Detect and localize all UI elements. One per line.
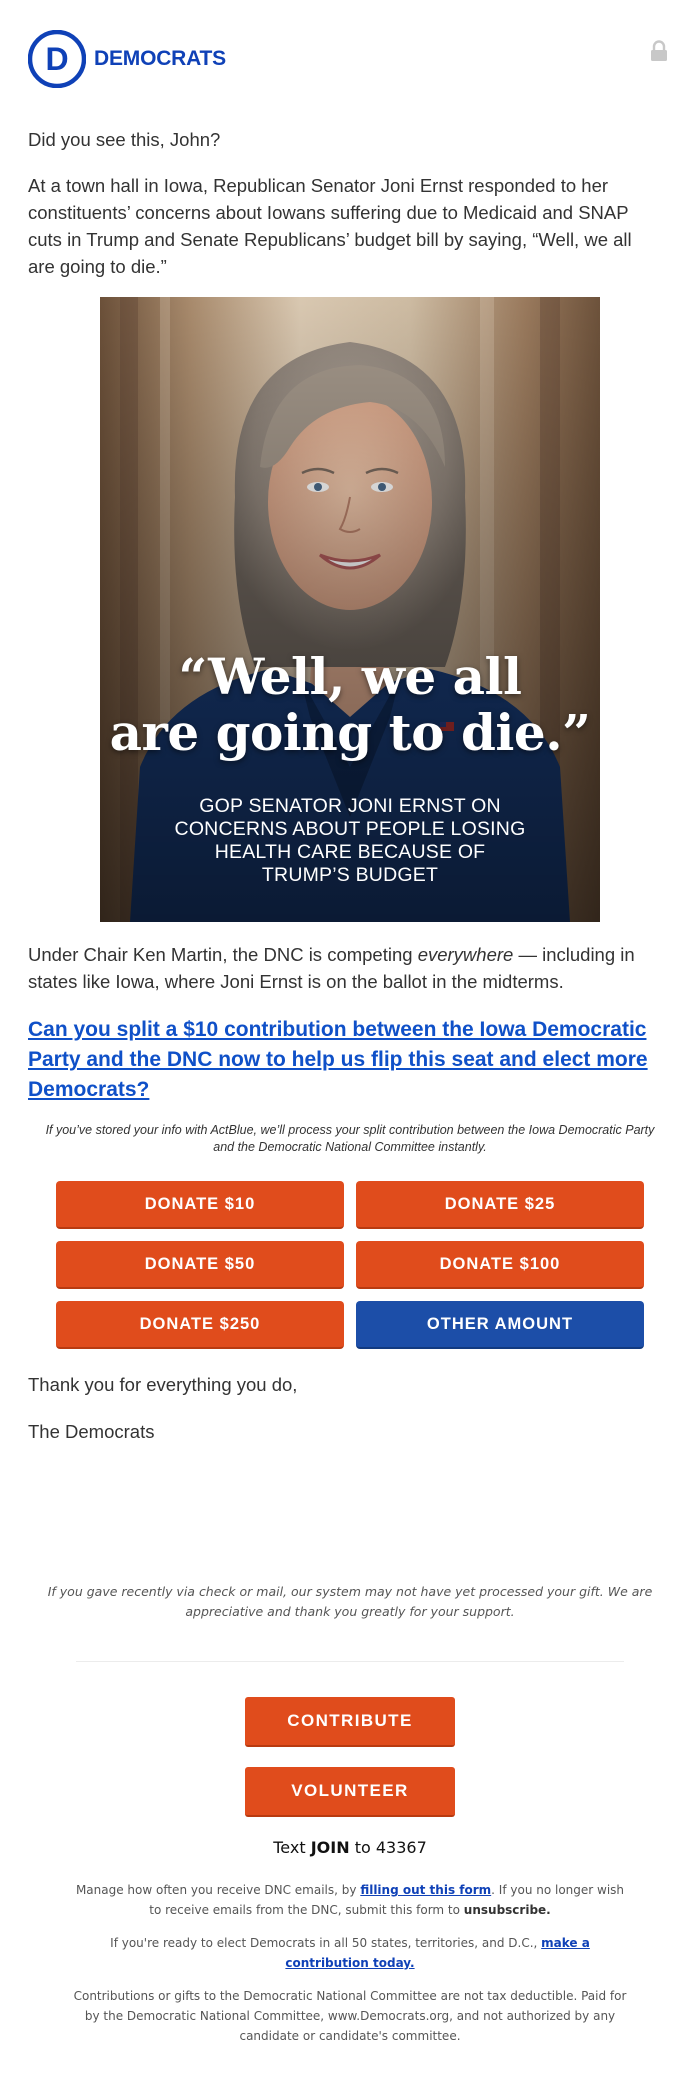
hero-quote-line-1: “Well, we all bbox=[178, 647, 522, 706]
text-prefix: Text bbox=[273, 1838, 311, 1857]
hero-caption bbox=[140, 795, 560, 887]
hero-quote-line-2: are going to die.” bbox=[109, 703, 591, 762]
make-contribution-link[interactable]: make a contribution today. bbox=[285, 1936, 590, 1970]
hero-caption-line-4: TRUMP’S BUDGET bbox=[261, 864, 439, 886]
text-join-line bbox=[0, 1838, 700, 1857]
dnc-logo-mark-icon bbox=[28, 30, 86, 88]
greeting-text: Did you see this, John? bbox=[28, 129, 221, 150]
unsubscribe-link[interactable]: unsubscribe. bbox=[463, 1903, 551, 1917]
text-suffix: to 43367 bbox=[349, 1838, 427, 1857]
manage-middle: . If you no longer wish to receive emails from the DNC, submit this form to bbox=[149, 1883, 625, 1917]
hero-image-joni-ernst[interactable] bbox=[100, 297, 600, 922]
donate-100-button[interactable]: DONATE $100 bbox=[356, 1241, 644, 1289]
manage-emails-text bbox=[70, 1880, 630, 1920]
hero-caption-line-2: CONCERNS ABOUT PEOPLE LOSING bbox=[174, 818, 526, 840]
legal-disclaimer: Contributions or gifts to the Democratic National Committee are not tax deductible. Paid for by the Democratic National Committee, www.Democrats.org, and not authorized by any candidate or candidate's committee. bbox=[73, 1989, 627, 2043]
lock-icon bbox=[650, 40, 668, 62]
ready-to-elect-text bbox=[70, 1933, 630, 1973]
manage-before: Manage how often you receive DNC emails, by bbox=[75, 1883, 361, 1897]
split-contribution-link[interactable]: Can you split a $10 contribution between the Iowa Democratic Party and the DNC now to help us flip this seat and elect more Democrats? bbox=[28, 1018, 648, 1101]
thanks-text: Thank you for everything you do, bbox=[28, 1374, 298, 1395]
donate-25-button[interactable]: DONATE $25 bbox=[356, 1181, 644, 1229]
other-amount-button[interactable]: OTHER AMOUNT bbox=[356, 1301, 644, 1349]
volunteer-button[interactable]: VOLUNTEER bbox=[245, 1767, 455, 1817]
intro-paragraph: At a town hall in Iowa, Republican Senator Joni Ernst responded to her constituents’ concerns about Iowans suffering due to Medicaid and SNAP cuts in Trump and Senate Republicans’ budget bill by saying, “Well, we all are going to die.” bbox=[28, 175, 632, 277]
donate-250-button[interactable]: DONATE $250 bbox=[56, 1301, 344, 1349]
donate-10-button[interactable]: DONATE $10 bbox=[56, 1181, 344, 1229]
contribute-button[interactable]: CONTRIBUTE bbox=[245, 1697, 455, 1747]
footer-divider bbox=[76, 1661, 624, 1662]
actblue-note: If you’ve stored your info with ActBlue, we’ll process your split contribution between the Iowa Democratic Party and the Democratic National Committee instantly. bbox=[45, 1123, 655, 1154]
donate-50-button[interactable]: DONATE $50 bbox=[56, 1241, 344, 1289]
recent-gift-note: If you gave recently via check or mail, our system may not have yet processed your gift. We are appreciative and thank you greatly for your support. bbox=[47, 1584, 653, 1619]
para2-before: Under Chair Ken Martin, the DNC is competing bbox=[28, 944, 418, 965]
dnc-competing-paragraph bbox=[28, 941, 660, 995]
hero-quote bbox=[100, 649, 600, 761]
text-keyword: JOIN bbox=[310, 1838, 350, 1857]
hero-caption-line-3: HEALTH CARE BECAUSE OF bbox=[214, 841, 486, 863]
signoff-text: The Democrats bbox=[28, 1421, 155, 1442]
logo-wordmark: DEMOCRATS bbox=[94, 47, 226, 70]
hero-caption-line-1: GOP SENATOR JONI ERNST ON bbox=[199, 795, 501, 817]
filling-out-form-link[interactable]: filling out this form bbox=[360, 1883, 492, 1897]
para2-after: — including in states like Iowa, where Joni Ernst is on the ballot in the midterms. bbox=[28, 944, 635, 992]
para2-emphasis: everywhere bbox=[417, 944, 514, 965]
email-header bbox=[28, 30, 672, 90]
ready-before: If you're ready to elect Democrats in all 50 states, territories, and D.C., bbox=[110, 1936, 542, 1950]
svg-text:D: D bbox=[45, 41, 69, 77]
democrats-logo[interactable] bbox=[28, 30, 226, 88]
